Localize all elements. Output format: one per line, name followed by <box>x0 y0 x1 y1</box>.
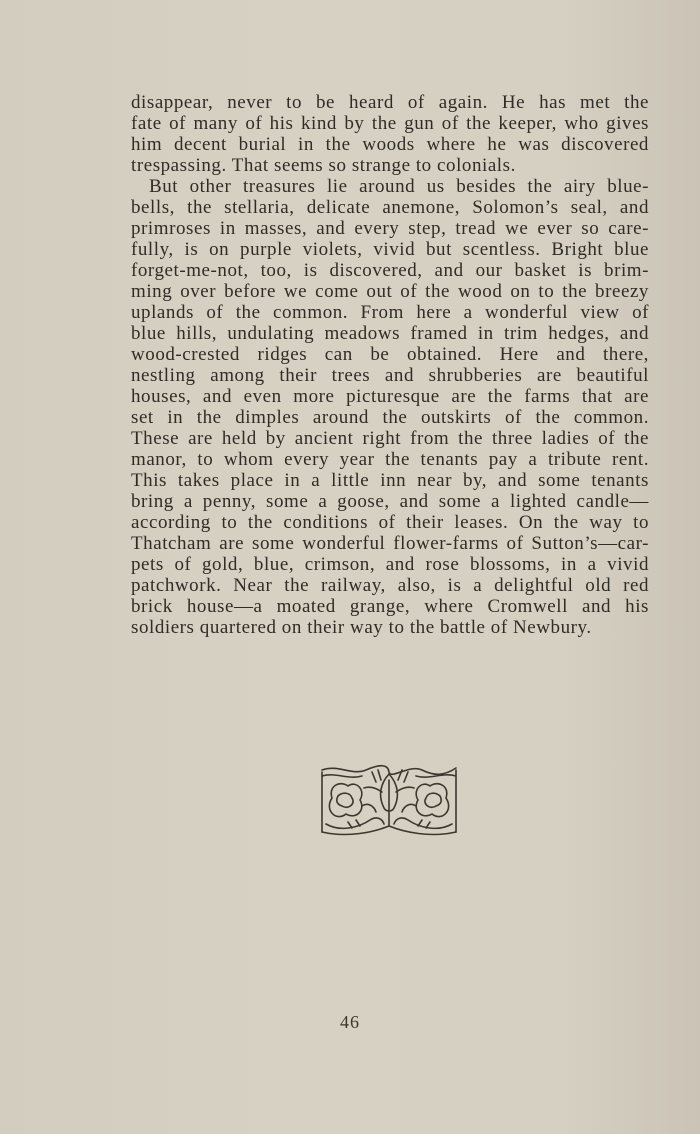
text-line: wood-crested ridges can be obtained. Here and there, <box>131 344 649 365</box>
text-line: primroses in masses, and every step, tread we ever so care- <box>131 218 649 239</box>
text-line: ming over before we come out of the wood on to the breezy <box>131 281 649 302</box>
text-line: brick house—a moated grange, where Cromwell and his <box>131 596 649 617</box>
body-text <box>131 92 649 638</box>
text-line: This takes place in a little inn near by, and some tenants <box>131 470 649 491</box>
text-line: nestling among their trees and shrubberies are beautiful <box>131 365 649 386</box>
text-line: according to the conditions of their leases. On the way to <box>131 512 649 533</box>
floral-ornament-icon <box>318 762 460 838</box>
text-line: him decent burial in the woods where he was discovered <box>131 134 649 155</box>
text-line: trespassing. That seems so strange to colonials. <box>131 155 516 176</box>
text-line: But other treasures lie around us besides the airy blue- <box>149 176 649 197</box>
text-line: blue hills, undulating meadows framed in trim hedges, and <box>131 323 649 344</box>
text-line: bells, the stellaria, delicate anemone, Solomon’s seal, and <box>131 197 649 218</box>
text-line: bring a penny, some a goose, and some a lighted candle— <box>131 491 649 512</box>
text-line: pets of gold, blue, crimson, and rose blossoms, in a vivid <box>131 554 649 575</box>
text-line: Thatcham are some wonderful flower-farms of Sutton’s—car- <box>131 533 649 554</box>
text-line: These are held by ancient right from the three ladies of the <box>131 428 649 449</box>
text-line: fully, is on purple violets, vivid but scentless. Bright blue <box>131 239 649 260</box>
page-number: 46 <box>340 1012 360 1032</box>
text-line: soldiers quartered on their way to the battle of Newbury. <box>131 617 592 638</box>
text-line: houses, and even more picturesque are the farms that are <box>131 386 649 407</box>
text-line: fate of many of his kind by the gun of the keeper, who gives <box>131 113 649 134</box>
text-line: forget-me-not, too, is discovered, and our basket is brim- <box>131 260 649 281</box>
text-line: uplands of the common. From here a wonderful view of <box>131 302 649 323</box>
text-line: disappear, never to be heard of again. He has met the <box>131 92 649 113</box>
text-line: patchwork. Near the railway, also, is a delightful old red <box>131 575 649 596</box>
text-line: manor, to whom every year the tenants pay a tribute rent. <box>131 449 649 470</box>
text-line: set in the dimples around the outskirts of the common. <box>131 407 649 428</box>
